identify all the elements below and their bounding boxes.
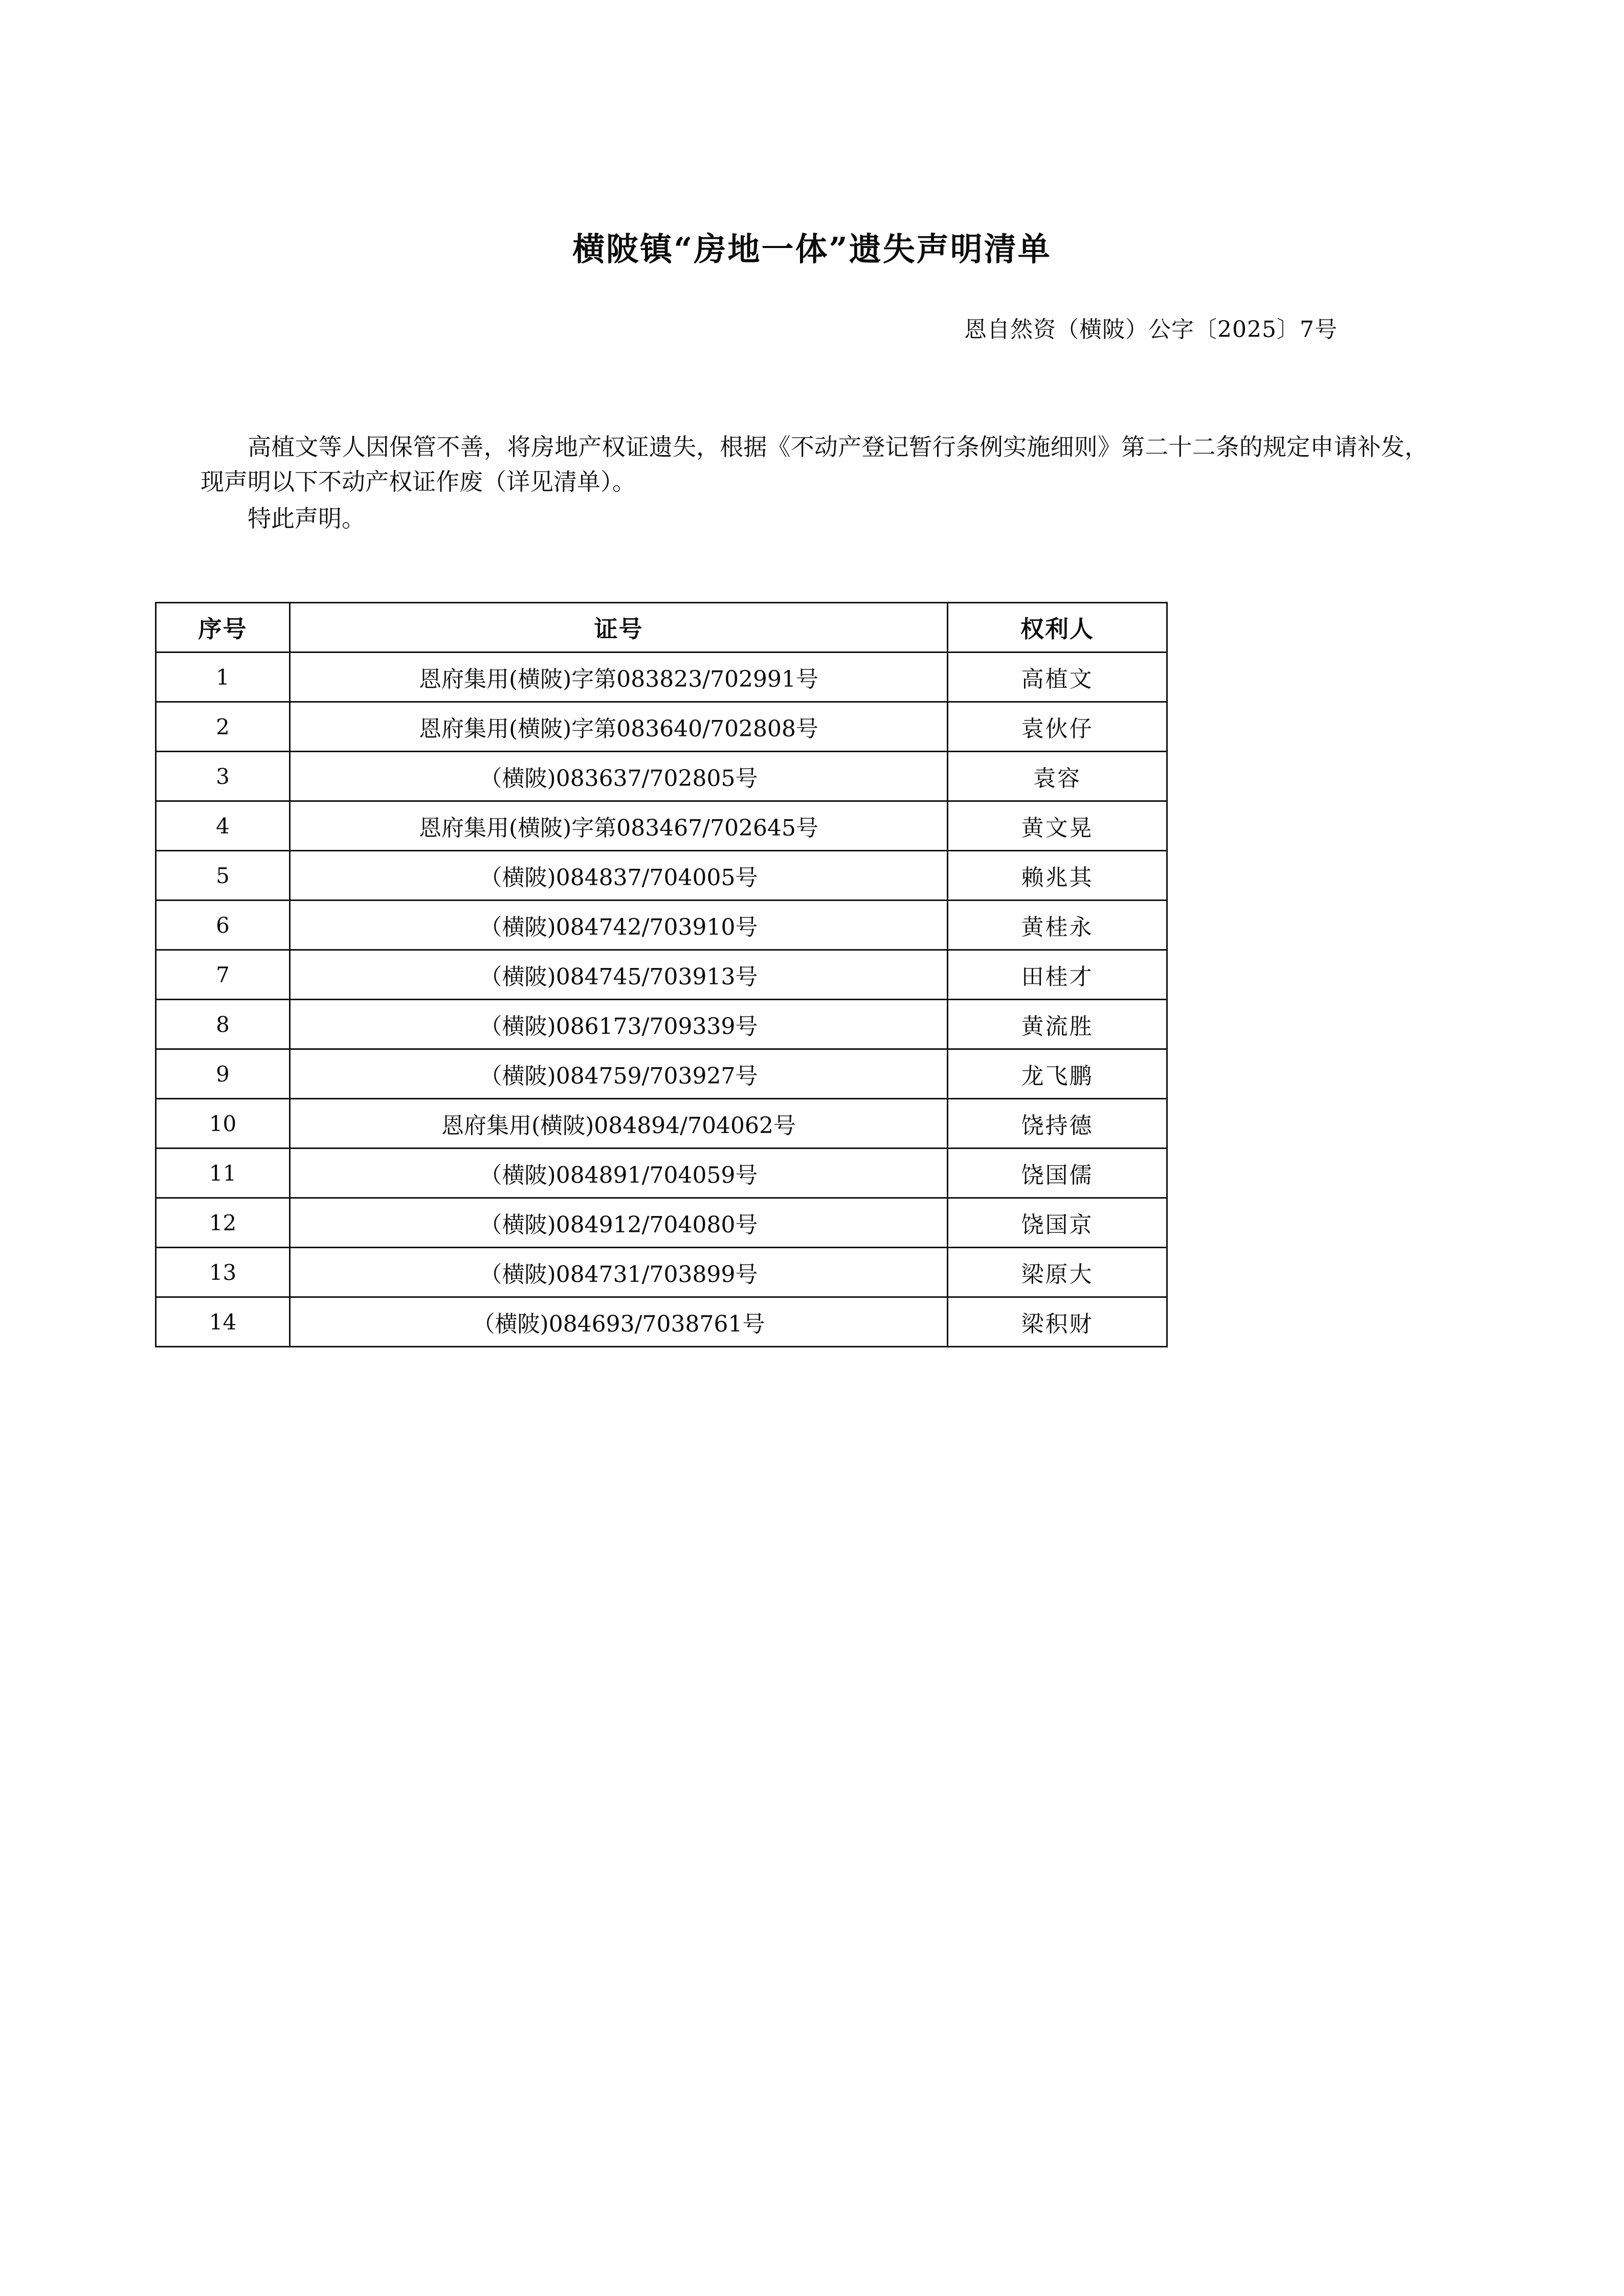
cell-owner-name: 袁容 (948, 752, 1167, 801)
table-row (156, 752, 1167, 801)
cell-owner-name: 饶国儒 (948, 1149, 1167, 1198)
cell-index: 12 (156, 1198, 290, 1248)
column-header-index: 序号 (156, 603, 290, 652)
cell-certificate-number: （横陂)084837/704005号 (290, 851, 948, 901)
table-row (156, 851, 1167, 901)
cell-index: 6 (156, 901, 290, 950)
table-row (156, 1099, 1167, 1149)
table-row (156, 1149, 1167, 1198)
cell-index: 1 (156, 652, 290, 702)
cell-owner-name: 梁积财 (948, 1297, 1167, 1347)
cell-owner-name: 高植文 (948, 652, 1167, 702)
table-row (156, 702, 1167, 752)
page-title: 横陂镇“房地一体”遗失声明清单 (572, 230, 1052, 268)
cell-index: 9 (156, 1049, 290, 1099)
table-row (156, 1297, 1167, 1347)
cell-certificate-number: （横陂)086173/709339号 (290, 1000, 948, 1049)
cell-certificate-number: （横陂)084731/703899号 (290, 1248, 948, 1297)
table-row (156, 1049, 1167, 1099)
column-header-owner: 权利人 (948, 603, 1167, 652)
body-paragraph-1: 高植文等人因保管不善，将房地产权证遗失，根据《不动产登记暂行条例实施细则》第二十二条的规定申请补发，现声明以下不动产权证作废（详见清单）。 (201, 433, 1428, 496)
cell-owner-name: 黄流胜 (948, 1000, 1167, 1049)
body-text (201, 430, 1428, 536)
cell-owner-name: 黄桂永 (948, 901, 1167, 950)
cell-certificate-number: （横陂)084745/703913号 (290, 950, 948, 1000)
cell-certificate-number: 恩府集用(横陂)084894/704062号 (290, 1099, 948, 1149)
cell-owner-name: 袁伙仔 (948, 702, 1167, 752)
table-row (156, 1000, 1167, 1049)
cell-index: 13 (156, 1248, 290, 1297)
cell-owner-name: 梁原大 (948, 1248, 1167, 1297)
cell-certificate-number: （横陂)084759/703927号 (290, 1049, 948, 1099)
cell-certificate-number: 恩府集用(横陂)字第083640/702808号 (290, 702, 948, 752)
cell-index: 10 (156, 1099, 290, 1149)
certificate-table-container (155, 602, 1166, 1347)
cell-certificate-number: （横陂)084912/704080号 (290, 1198, 948, 1248)
cell-owner-name: 饶国京 (948, 1198, 1167, 1248)
body-paragraph-2: 特此声明。 (248, 505, 365, 533)
cell-certificate-number: 恩府集用(横陂)字第083823/702991号 (290, 652, 948, 702)
cell-certificate-number: （横陂)084693/7038761号 (290, 1297, 948, 1347)
table-row (156, 950, 1167, 1000)
cell-owner-name: 龙飞鹏 (948, 1049, 1167, 1099)
table-row (156, 801, 1167, 851)
cell-index: 5 (156, 851, 290, 901)
cell-index: 14 (156, 1297, 290, 1347)
cell-owner-name: 黄文晃 (948, 801, 1167, 851)
certificate-table (155, 602, 1168, 1347)
cell-index: 7 (156, 950, 290, 1000)
cell-index: 11 (156, 1149, 290, 1198)
cell-certificate-number: （横陂)083637/702805号 (290, 752, 948, 801)
cell-index: 8 (156, 1000, 290, 1049)
cell-owner-name: 田桂才 (948, 950, 1167, 1000)
table-row (156, 1248, 1167, 1297)
cell-certificate-number: （横陂)084891/704059号 (290, 1149, 948, 1198)
table-header (156, 603, 1167, 652)
cell-owner-name: 赖兆其 (948, 851, 1167, 901)
cell-index: 2 (156, 702, 290, 752)
cell-owner-name: 饶持德 (948, 1099, 1167, 1149)
table-row (156, 901, 1167, 950)
cell-index: 3 (156, 752, 290, 801)
cell-certificate-number: 恩府集用(横陂)字第083467/702645号 (290, 801, 948, 851)
table-body (156, 652, 1167, 1347)
table-row (156, 1198, 1167, 1248)
table-row (156, 652, 1167, 702)
column-header-certificate: 证号 (290, 603, 948, 652)
cell-certificate-number: （横陂)084742/703910号 (290, 901, 948, 950)
table-header-row (156, 603, 1167, 652)
cell-index: 4 (156, 801, 290, 851)
document-number: 恩自然资（横陂）公字〔2025〕7号 (964, 317, 1338, 343)
